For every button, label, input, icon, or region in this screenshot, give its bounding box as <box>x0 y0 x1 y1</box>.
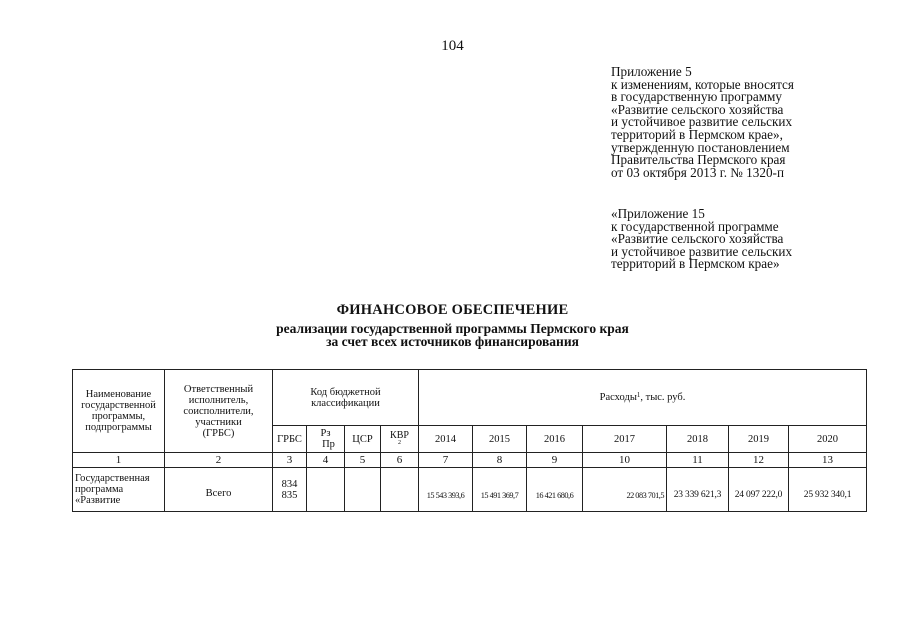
header-text: государственной <box>81 400 156 411</box>
header-row-top <box>73 370 867 426</box>
header-budget-code <box>273 370 419 426</box>
rz-pr-cell <box>307 468 345 512</box>
header-kvr <box>381 426 419 453</box>
value-cell: 15 491 369,7 <box>473 468 527 512</box>
header-text: подпрограммы <box>85 422 152 433</box>
table-row <box>73 468 867 512</box>
column-number: 12 <box>729 453 789 468</box>
appendix-line: к государственной программе <box>611 218 779 234</box>
header-year: 2020 <box>789 426 867 453</box>
header-text: Код бюджетной <box>310 386 381 398</box>
header-text: программы, <box>91 411 146 422</box>
appendix-line: «Приложение 15 <box>611 206 705 221</box>
column-number: 4 <box>307 453 345 468</box>
header-text: соисполнители, <box>183 405 254 417</box>
header-text: Ответственный <box>183 383 254 395</box>
appendix-line: к изменениям, которые вносятся <box>611 76 794 92</box>
header-responsible <box>165 370 273 453</box>
page-number: 104 <box>441 38 464 54</box>
value-cell: 24 097 222,0 <box>729 468 789 512</box>
header-text: классификации <box>311 397 380 409</box>
header-text: Наименование <box>85 389 152 400</box>
header-text: КВР <box>390 430 409 441</box>
header-rz-pr <box>307 426 345 453</box>
header-text: Расходы <box>599 392 637 403</box>
header-text: исполнитель, <box>188 394 249 406</box>
appendix-line: «Развитие сельского хозяйства <box>611 231 784 247</box>
grbs-cell <box>273 468 307 512</box>
column-number: 8 <box>473 453 527 468</box>
appendix-line: в государственную программу <box>611 89 782 105</box>
appendix-line: территорий в Пермском крае», <box>611 126 783 142</box>
value-cell: 15 543 393,6 <box>419 468 473 512</box>
header-year: 2019 <box>729 426 789 453</box>
header-grbs: ГРБС <box>273 426 307 453</box>
header-year: 2015 <box>473 426 527 453</box>
column-number: 3 <box>273 453 307 468</box>
value-cell: 25 932 340,1 <box>789 468 867 512</box>
cell-text: Государственная <box>75 473 150 484</box>
subtitle-line: реализации государственной программы Пермского края <box>276 321 629 336</box>
appendix-line: и устойчивое развитие сельских <box>611 114 793 130</box>
header-text: Рз <box>320 428 331 439</box>
header-year: 2016 <box>527 426 583 453</box>
appendix-line: «Развитие сельского хозяйства <box>611 101 784 117</box>
value-cell: 23 339 621,3 <box>667 468 729 512</box>
appendix-line: Приложение 5 <box>611 64 692 79</box>
column-number: 10 <box>583 453 667 468</box>
subtitle-line: за счет всех источников финансирования <box>326 334 579 349</box>
column-number: 5 <box>345 453 381 468</box>
column-number: 2 <box>165 453 273 468</box>
header-text: Пр <box>322 439 335 450</box>
column-number: 7 <box>419 453 473 468</box>
appendix-line: и устойчивое развитие сельских <box>611 243 793 259</box>
header-text: , тыс. руб. <box>640 392 686 403</box>
column-number: 11 <box>667 453 729 468</box>
footnote-mark: 2 <box>398 440 401 446</box>
appendix-line: утвержденную постановлением <box>611 139 790 155</box>
document-subtitle <box>0 322 905 348</box>
footnote-mark: 1 <box>636 391 641 399</box>
responsible-cell: Всего <box>165 468 273 512</box>
column-number: 6 <box>381 453 419 468</box>
value-cell: 16 421 680,6 <box>527 468 583 512</box>
cell-text: программа <box>75 484 124 495</box>
appendix-line: от 03 октября 2013 г. № 1320-п <box>611 164 785 180</box>
csr-cell <box>345 468 381 512</box>
column-number: 9 <box>527 453 583 468</box>
program-name-cell <box>73 468 165 512</box>
document-title: ФИНАНСОВОЕ ОБЕСПЕЧЕНИЕ <box>336 302 569 318</box>
header-csr: ЦСР <box>345 426 381 453</box>
header-year: 2018 <box>667 426 729 453</box>
column-number-row <box>73 453 867 468</box>
value-cell: 22 083 701,5 <box>583 468 667 512</box>
header-year: 2017 <box>583 426 667 453</box>
column-number: 1 <box>73 453 165 468</box>
cell-text: 835 <box>281 489 298 501</box>
header-program-name <box>73 370 165 453</box>
cell-text: «Развитие <box>75 495 121 506</box>
financing-table <box>72 369 867 512</box>
header-text: участники <box>195 416 242 428</box>
header-expenses <box>419 370 867 426</box>
appendix-line: Правительства Пермского края <box>611 152 786 168</box>
appendix-block-2 <box>611 208 792 271</box>
header-year: 2014 <box>419 426 473 453</box>
appendix-block-1 <box>611 66 794 179</box>
cell-text: 834 <box>281 478 298 490</box>
kvr-cell <box>381 468 419 512</box>
column-number: 13 <box>789 453 867 468</box>
header-text: (ГРБС) <box>202 427 235 439</box>
appendix-line: территорий в Пермском крае» <box>611 256 780 272</box>
